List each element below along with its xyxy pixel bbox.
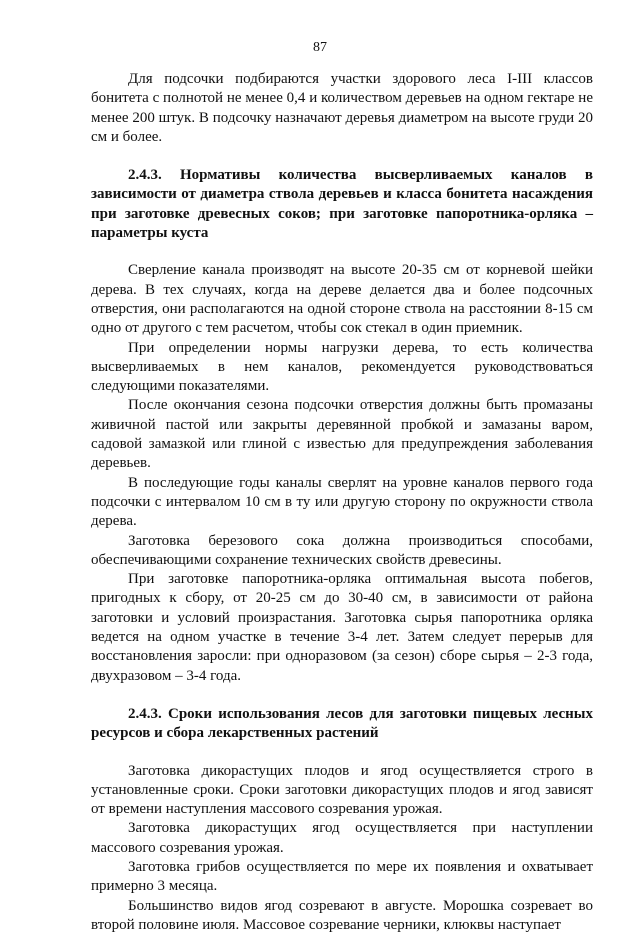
paragraph: В последующие годы каналы сверлят на уровне каналов первого года подсочки с интервалом 10 см в ту или другую сторону по окружности ствола дерева. — [91, 474, 593, 530]
section-heading-sap-norms: 2.4.3. Нормативы количества высверливаемых каналов в зависимости от диаметра ствола деревьев и класса бонитета насаждения при заготовке древесных соков; при заготовке папоротника-орляка – параметры куста — [91, 167, 593, 242]
page-body — [91, 70, 593, 935]
paragraph: При заготовке папоротника-орляка оптимальная высота побегов, пригодных к сбору, от 20-25 см до 30-40 см, в зависимости от района заготовки и условий произрастания. Заготовка сырья папоротника орляка ведется на одном участке в течение 3-4 лет. Затем следует перерыв для восстановления заросли: при одноразовом (за сезон) сборе сырья – 2-3 года, двухразовом – 3-4 года. — [91, 571, 593, 684]
section-heading-harvest-terms: 2.4.3. Сроки использования лесов для заготовки пищевых лесных ресурсов и сбора лекарственных растений — [91, 705, 593, 742]
paragraph: Заготовка березового сока должна производиться способами, обеспечивающими сохранение технических свойств древесины. — [91, 532, 593, 568]
paragraph: При определении нормы нагрузки дерева, то есть количества высверливаемых в нем каналов, рекомендуется руководствоваться следующими показателями. — [91, 339, 593, 395]
intro-paragraph: Для подсочки подбираются участки здорового леса I-III классов бонитета с полнотой не менее 0,4 и количеством деревьев на одном гектаре не менее 200 штук. В подсочку назначают деревья диаметром на высоте груди 20 см и более. — [91, 71, 593, 145]
paragraph: Заготовка дикорастущих ягод осуществляется при наступлении массового созревания урожая. — [91, 820, 593, 856]
paragraph: Сверление канала производят на высоте 20-35 см от корневой шейки дерева. В тех случаях, когда на дереве делается два и более подсочных отверстия, они располагаются на одной стороне ствола на расстоянии 8-15 см одно от другого с тем расчетом, чтобы сок стекал в один приемник. — [91, 262, 593, 337]
page-number: 87 — [313, 40, 327, 55]
paragraph: Заготовка дикорастущих плодов и ягод осуществляется строго в установленные сроки. Сроки заготовки дикорастущих плодов и ягод зависят от времени наступления массового созревания урожая. — [91, 762, 593, 818]
paragraph: После окончания сезона подсочки отверстия должны быть промазаны живичной пастой или закрыты деревянной пробкой и замазаны варом, садовой замазкой или глиной с известью для предупреждения заболевания деревьев. — [91, 397, 593, 472]
paragraph: Заготовка грибов осуществляется по мере их появления и охватывает примерно 3 месяца. — [91, 858, 593, 895]
paragraph: Большинство видов ягод созревают в августе. Морошка созревает во второй половине июля. Массовое созревание черники, клюквы наступает — [91, 897, 593, 933]
